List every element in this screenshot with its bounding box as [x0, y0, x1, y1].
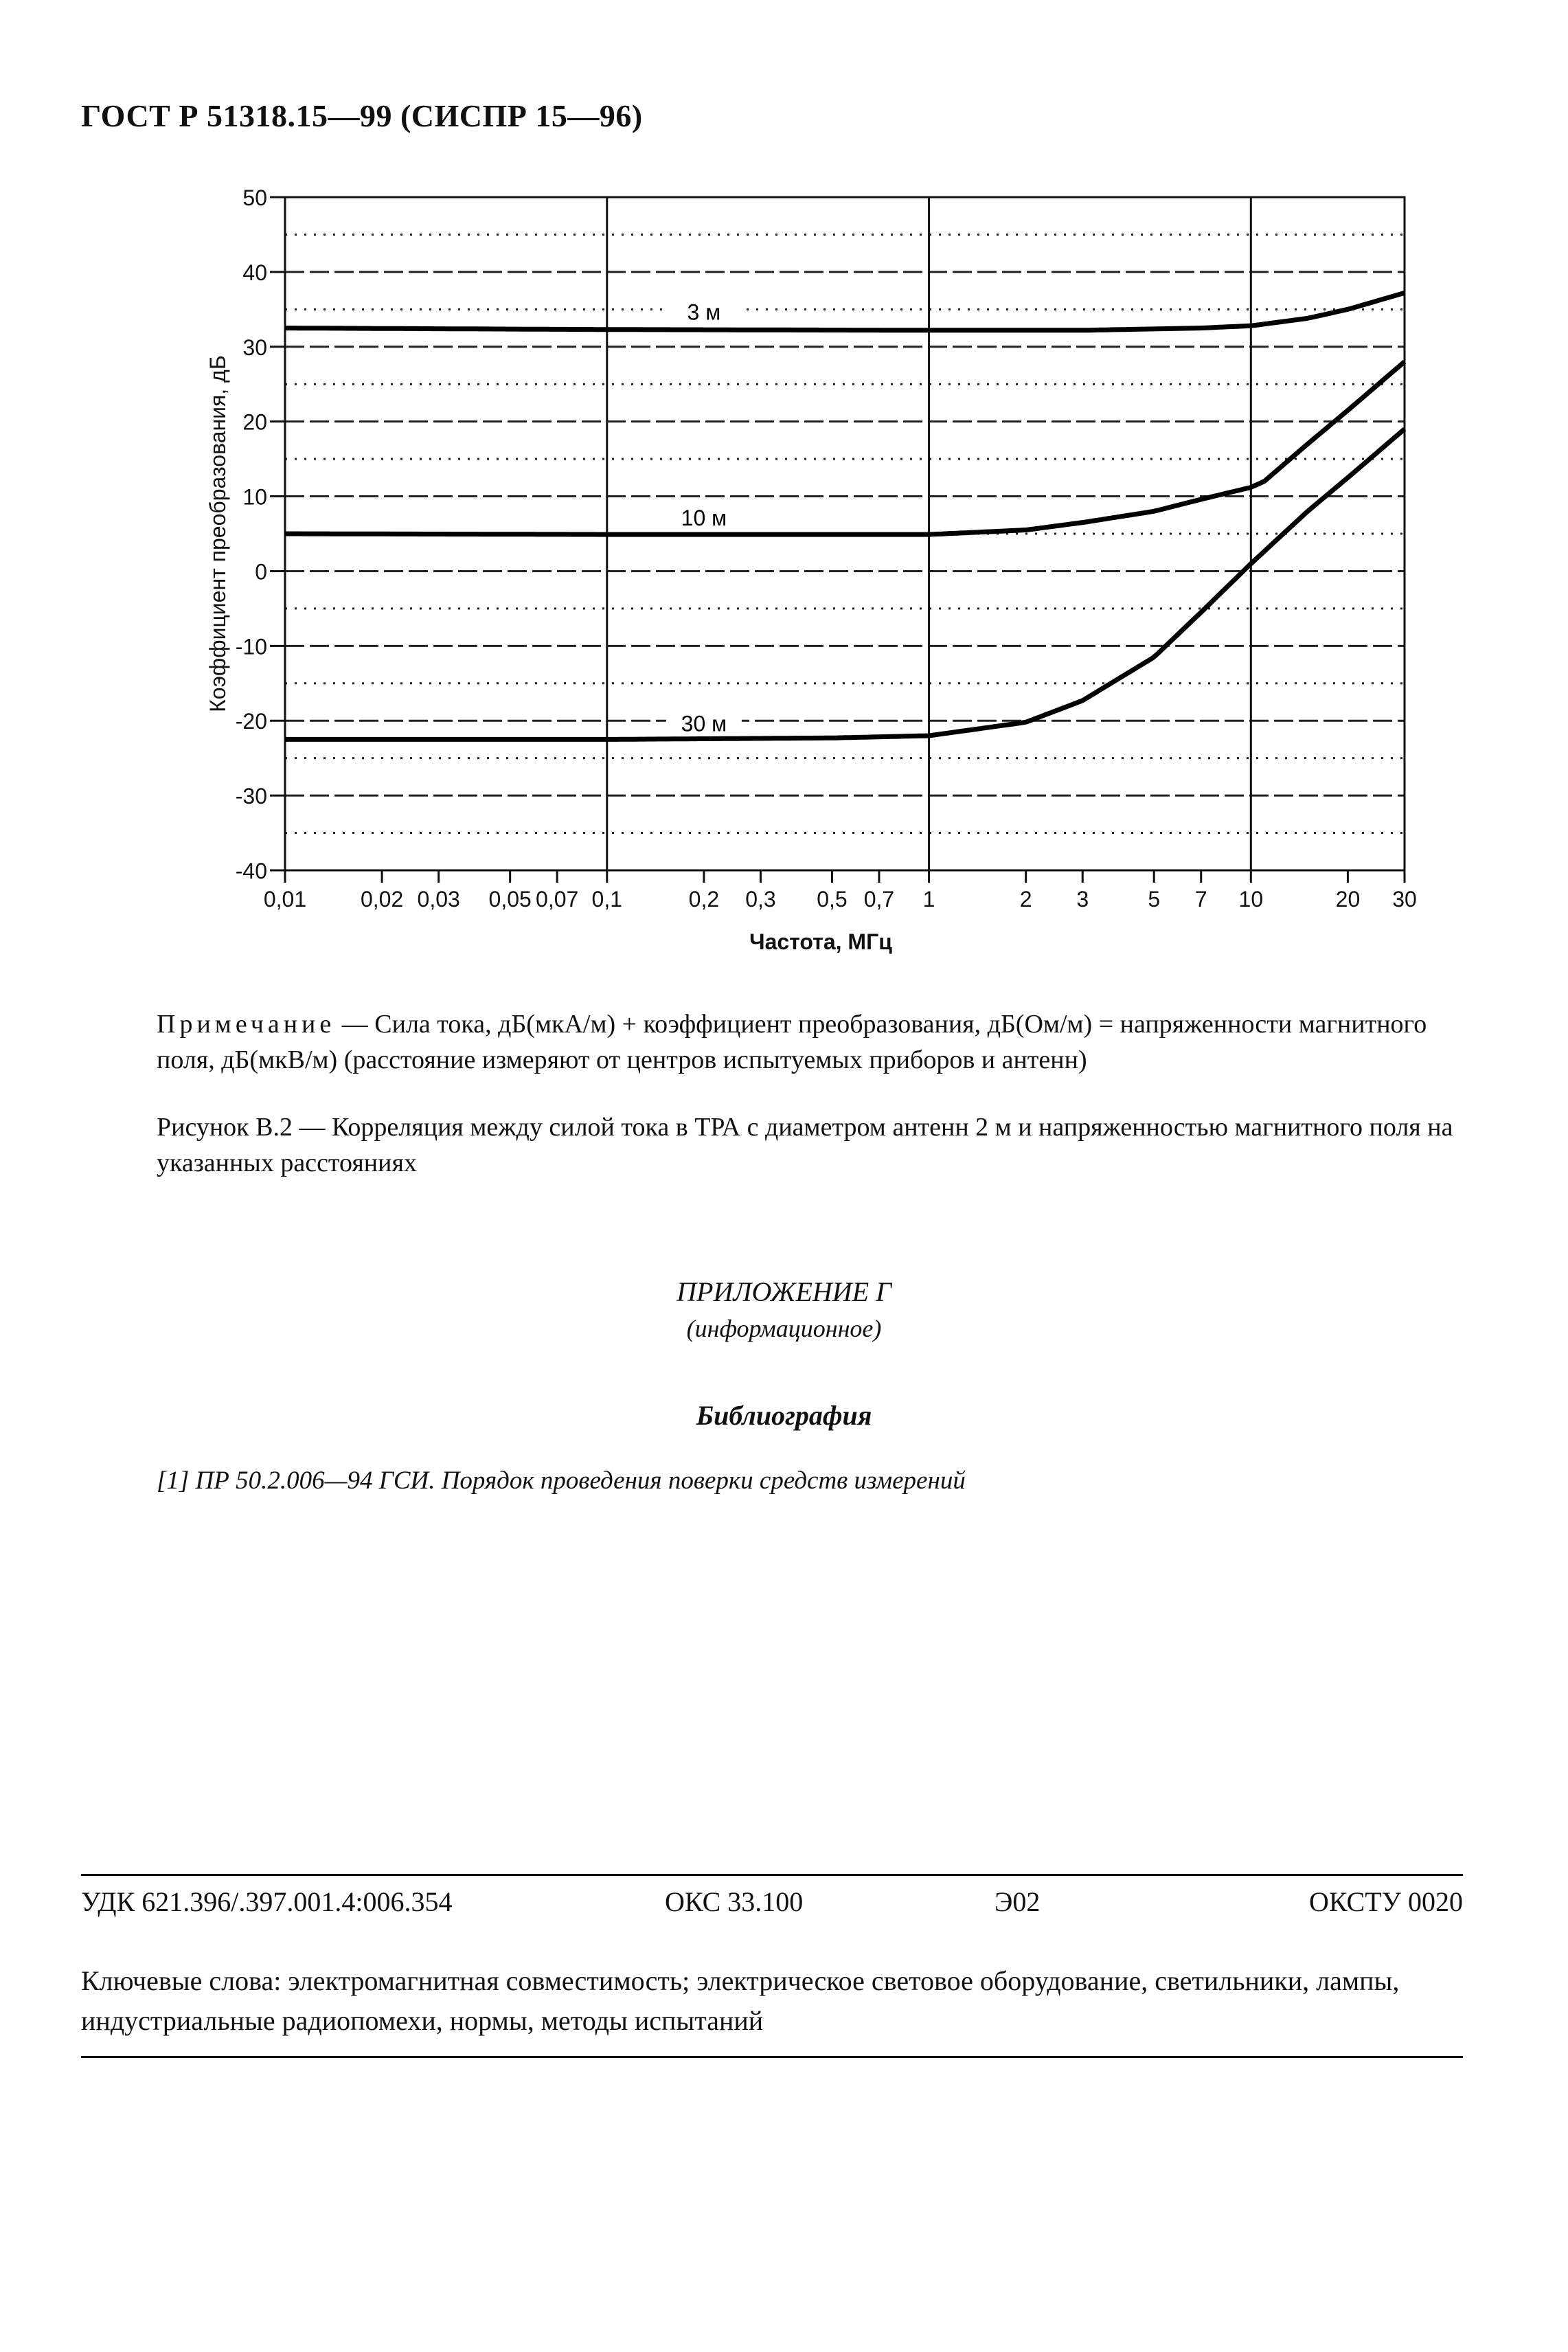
series-3	[285, 429, 1405, 740]
x-tick-label: 0,05	[488, 887, 532, 912]
conversion-factor-chart	[0, 0, 1568, 989]
keywords: Ключевые слова: электромагнитная совместимость; электрическое световое оборудование, светильники, лампы, индустриальные радиопомехи, нормы, методы испытаний	[81, 1965, 1400, 2036]
oks-code: ОКС 33.100	[665, 1886, 804, 1917]
bibliography-title: Библиография	[696, 1400, 872, 1431]
document-header: ГОСТ Р 51318.15—99 (СИСПР 15—96)	[81, 98, 643, 133]
series-2	[285, 362, 1405, 535]
x-tick-label: 10	[1238, 887, 1264, 912]
series-label: 10 м	[681, 506, 727, 530]
y-tick-label: -40	[235, 859, 267, 883]
classification-codes	[81, 1886, 1463, 1927]
x-tick-label: 0,5	[817, 887, 848, 912]
series-line	[285, 429, 1405, 740]
appendix-subtitle: (информационное)	[686, 1315, 882, 1342]
y-tick-label: 10	[242, 484, 267, 510]
x-tick-label: 0,07	[536, 887, 579, 912]
y-tick-label: -30	[235, 784, 267, 809]
appendix-title: ПРИЛОЖЕНИЕ Г	[677, 1276, 891, 1307]
x-tick-label: 0,01	[263, 887, 307, 912]
y-tick-label: 20	[242, 409, 267, 435]
series-label: 30 м	[681, 711, 727, 736]
bibliography-item: [1] ПР 50.2.006—94 ГСИ. Порядок проведения поверки средств измерений	[157, 1467, 966, 1495]
x-axis-label: Частота, МГц	[749, 929, 892, 954]
y-tick-label: 40	[242, 260, 267, 285]
y-tick-label: 0	[255, 559, 267, 585]
series-line	[285, 293, 1405, 330]
x-tick-label: 20	[1335, 887, 1361, 912]
figure-note	[157, 1006, 1462, 1078]
y-tick-label: 50	[242, 185, 267, 210]
y-tick-label: -10	[235, 634, 267, 659]
okstu-code: ОКСТУ 0020	[1308, 1886, 1463, 1917]
udk-code: УДК 621.396/.397.001.4:006.354	[81, 1886, 453, 1917]
y-axis-label: Коэффициент преобразования, дБ	[205, 355, 230, 712]
x-tick-label: 0,02	[360, 887, 404, 912]
figure-caption: Рисунок В.2 — Корреляция между силой тока в ТРА с диаметром антенн 2 м и напряженностью магнитного поля на указанных расстояниях	[157, 1113, 1453, 1177]
footer-bottom-rule	[81, 2056, 1463, 2058]
series-line	[285, 362, 1405, 535]
x-tick-label: 1	[922, 887, 935, 912]
x-tick-label: 0,1	[591, 887, 623, 912]
x-tick-label: 5	[1148, 887, 1161, 912]
x-tick-label: 2	[1019, 887, 1032, 912]
x-tick-label: 3	[1076, 887, 1089, 912]
x-tick-label: 30	[1392, 887, 1417, 912]
x-tick-label: 0,7	[863, 887, 895, 912]
series-1	[285, 293, 1405, 330]
x-tick-label: 0,2	[688, 887, 720, 912]
y-tick-label: -20	[235, 709, 267, 734]
x-tick-label: 0,3	[745, 887, 776, 912]
x-tick-label: 0,03	[417, 887, 460, 912]
note-lead: Примечание	[157, 1010, 336, 1039]
footer-top-rule	[81, 1874, 1463, 1876]
category-code: Э02	[995, 1886, 1041, 1917]
x-tick-label: 7	[1194, 887, 1207, 912]
series-label: 3 м	[687, 299, 721, 325]
note-text: — Сила тока, дБ(мкА/м) + коэффициент преобразования, дБ(Ом/м) = напряженности магнитного поля, дБ(мкВ/м) (расстояние измеряют от центров испытуемых приборов и антенн)	[157, 1010, 1427, 1074]
y-tick-label: 30	[242, 335, 267, 360]
